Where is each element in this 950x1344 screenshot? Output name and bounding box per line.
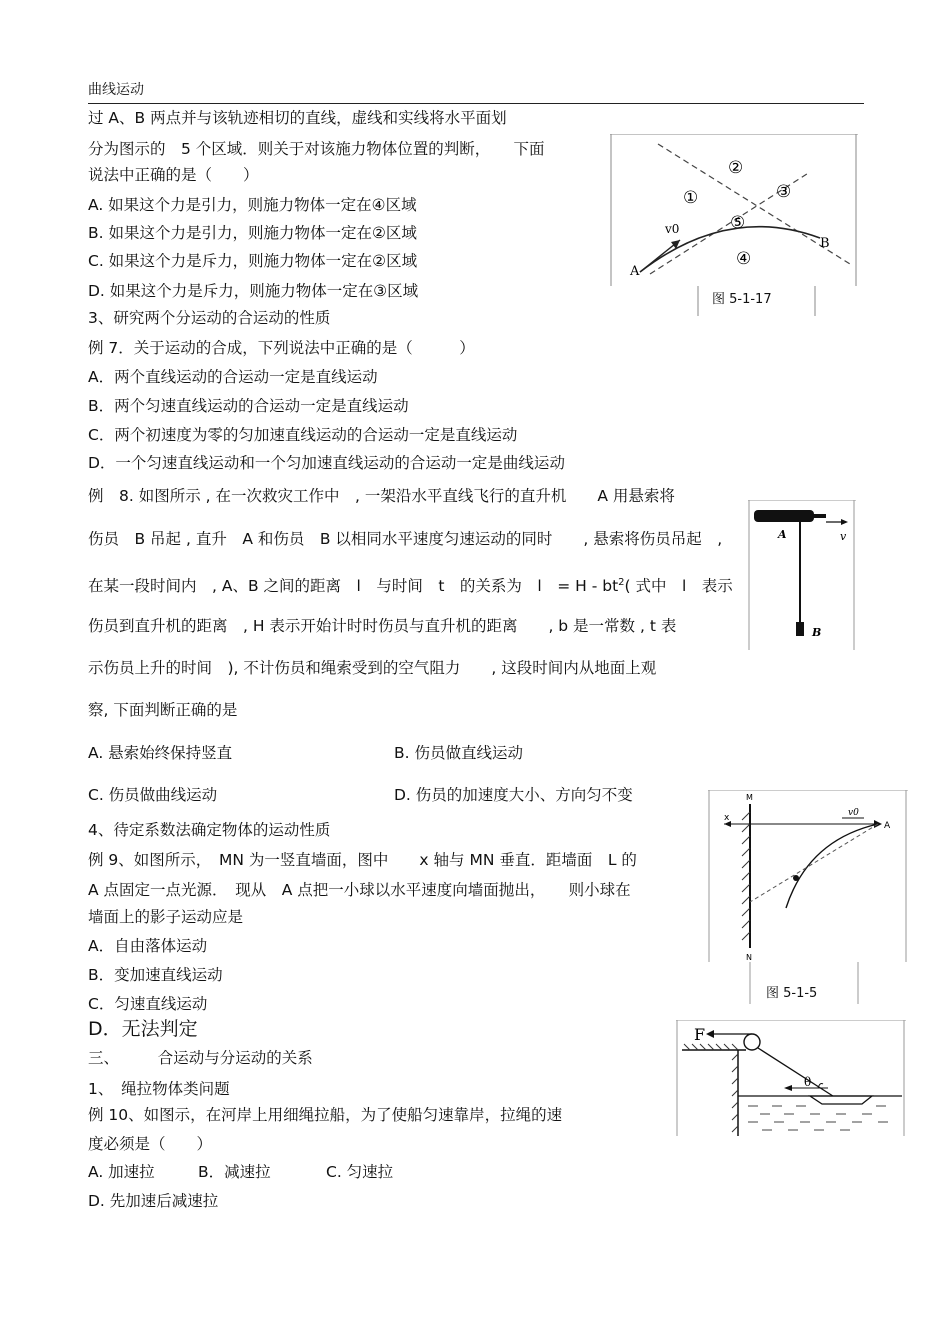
- subsection-heading: 1、 绳拉物体类问题: [88, 1080, 230, 1098]
- label-f: F: [694, 1025, 706, 1044]
- helicopter-body: [754, 510, 814, 522]
- option-d: D. 如果这个力是斥力，则施力物体一定在③区域: [88, 282, 419, 300]
- question-10: 例 10、如图示，在河岸上用细绳拉船，为了使船匀速靠岸，拉绳的速: [88, 1106, 563, 1124]
- option-a: A. 悬索始终保持竖直: [88, 744, 233, 762]
- option-d: D．一个匀速直线运动和一个匀加速直线运动的合运动一定是曲线运动: [88, 454, 565, 472]
- formula-text: 在某一段时间内 , A、B 之间的距离 l 与时间 t 的关系为 l = H - bt: [88, 577, 619, 596]
- option-d: D. 先加速后减速拉: [88, 1192, 219, 1210]
- region-2: ②: [728, 158, 744, 178]
- label-m: M: [746, 793, 753, 802]
- page-header: 曲线运动: [88, 82, 144, 98]
- text-line: 伤员 B 吊起 , 直升 A 和伤员 B 以相同水平速度匀速运动的同时 , 悬索将伤员吊起 ,: [88, 530, 723, 548]
- injured-person: [796, 622, 804, 636]
- region-3: ③: [776, 182, 792, 202]
- label-x: x: [724, 813, 730, 823]
- text-line: 墙面上的影子运动应是: [88, 908, 244, 926]
- option-a: A. 加速拉: [88, 1163, 155, 1181]
- figure-boat-rope: [676, 1020, 906, 1136]
- exponent: 2: [618, 577, 625, 588]
- label-v0: v0: [848, 808, 859, 818]
- option-c: C．两个初速度为零的匀加速直线运动的合运动一定是直线运动: [88, 426, 518, 444]
- option-b: B．两个匀速直线运动的合运动一定是直线运动: [88, 397, 409, 415]
- helicopter-diagram: [748, 500, 856, 650]
- header-rule: [88, 103, 864, 104]
- region-4: ④: [736, 249, 752, 269]
- option-a: A．两个直线运动的合运动一定是直线运动: [88, 368, 378, 386]
- question-9: 例 9、如图所示， MN 为一竖直墙面，图中 x 轴与 MN 垂直．距墙面 L 的: [88, 851, 637, 869]
- option-c: C. 伤员做曲线运动: [88, 786, 218, 804]
- option-a: A. 如果这个力是引力，则施力物体一定在④区域: [88, 196, 417, 214]
- text-line: 伤员到直升机的距离 , H 表示开始计时时伤员与直升机的距离 , b 是一常数 , t 表: [88, 617, 677, 635]
- text-line: 察, 下面判断正确的是: [88, 701, 238, 719]
- section-heading: 3、研究两个分运动的合运动的性质: [88, 309, 331, 327]
- label-a: A: [884, 821, 891, 831]
- label-v: v: [840, 530, 847, 543]
- figure-caption: 图 5-1-17: [712, 292, 772, 307]
- text-line: A 点固定一点光源． 现从 A 点把一小球以水平速度向墙面抛出， 则小球在: [88, 881, 631, 899]
- option-b: B．减速拉: [198, 1163, 271, 1181]
- region-5: ⑤: [730, 213, 746, 233]
- figure-5-1-17: [610, 134, 858, 316]
- text-line: 说法中正确的是（ ）: [88, 166, 259, 184]
- label-v0: v0: [665, 222, 680, 236]
- label-n: N: [746, 953, 752, 962]
- option-b: B．变加速直线运动: [88, 966, 223, 984]
- text-line: 度必须是（ ）: [88, 1135, 213, 1153]
- text-line: [88, 573, 733, 596]
- label-b: B: [812, 626, 822, 639]
- option-b: B. 如果这个力是引力，则施力物体一定在②区域: [88, 224, 417, 242]
- option-a: A．自由落体运动: [88, 937, 208, 955]
- label-a: A: [778, 528, 787, 541]
- text-line: 过 A、B 两点并与该轨迹相切的直线，虚线和实线将水平面划: [88, 109, 507, 127]
- formula-text: ( 式中 l 表示: [624, 577, 733, 596]
- figure-caption: 图 5-1-5: [766, 986, 818, 1001]
- option-b: B. 伤员做直线运动: [394, 744, 523, 762]
- question-7: 例 7．关于运动的合成，下列说法中正确的是（ ）: [88, 339, 475, 357]
- option-d: D. 伤员的加速度大小、方向匀不变: [394, 786, 633, 804]
- figure-helicopter: [748, 500, 856, 650]
- label-theta: θ: [804, 1075, 812, 1089]
- question-8: 例 8. 如图所示 , 在一次救灾工作中 , 一架沿水平直线飞行的直升机 A 用悬索将: [88, 487, 675, 505]
- text-line: 示伤员上升的时间 ), 不计伤员和绳索受到的空气阻力 , 这段时间内从地面上观: [88, 659, 657, 677]
- figure-5-1-5: [708, 790, 908, 1004]
- option-d: D．无法判定: [88, 1018, 198, 1040]
- boat-rope-diagram: [676, 1020, 906, 1136]
- option-c: C. 匀速拉: [326, 1163, 394, 1181]
- text-line: 分为图示的 5 个区域．则关于对该施力物体位置的判断， 下面: [88, 140, 545, 158]
- section-heading: 三、 合运动与分运动的关系: [88, 1049, 313, 1067]
- label-a: A: [630, 264, 640, 279]
- region-1: ①: [683, 188, 699, 208]
- option-c: C．匀速直线运动: [88, 995, 208, 1013]
- section-heading: 4、待定系数法确定物体的运动性质: [88, 821, 331, 839]
- option-c: C. 如果这个力是斥力，则施力物体一定在②区域: [88, 252, 418, 270]
- wall-shadow-diagram: [708, 790, 908, 1004]
- label-b: B: [820, 236, 830, 251]
